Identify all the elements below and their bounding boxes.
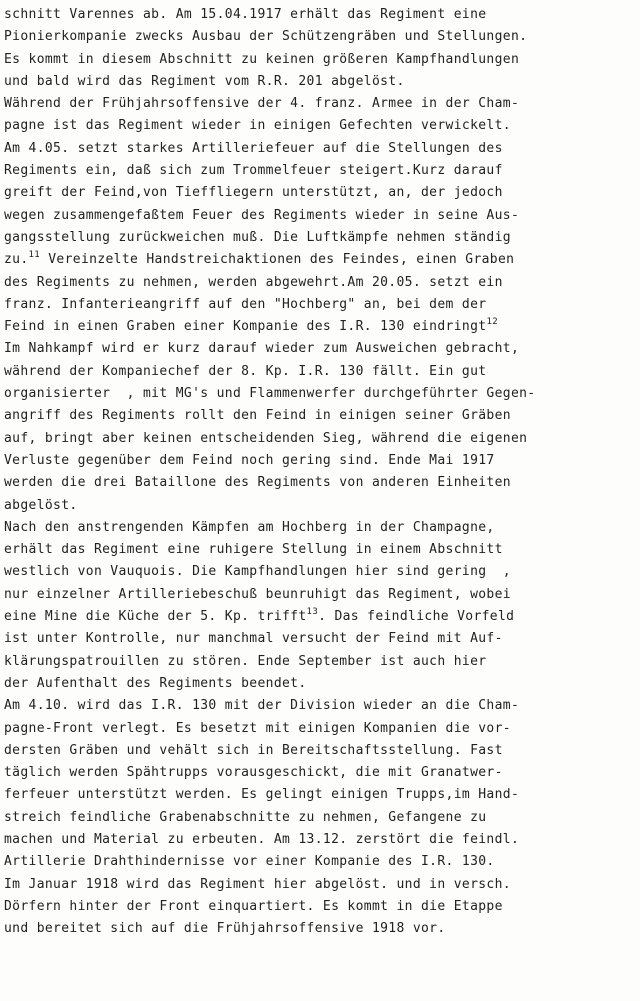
text-line: erhält das Regiment eine ruhigere Stellung in einem Abschnitt (4, 542, 503, 558)
text-line: Nach den anstrengenden Kämpfen am Hochberg in der Champagne, (4, 519, 495, 535)
text-line: Im Januar 1918 wird das Regiment hier abgelöst. und in versch. (4, 876, 511, 892)
text-line: pagne-Front verlegt. Es besetzt mit einigen Kompanien die vor- (4, 720, 511, 736)
text-line: westlich von Vauquois. Die Kampfhandlungen hier sind gering , (4, 564, 511, 580)
text-line (4, 606, 638, 628)
text-line: gangsstellung zurückweichen muß. Die Luftkämpfe nehmen ständig (4, 229, 511, 245)
text-line: wegen zusammengefaßtem Feuer des Regiments wieder in seine Aus- (4, 207, 520, 223)
text-line: pagne ist das Regiment wieder in einigen Gefechten verwickelt. (4, 118, 511, 134)
text-line: während der Kompaniechef der 8. Kp. I.R. 130 fällt. Ein gut (4, 363, 487, 379)
text-line: angriff des Regiments rollt den Feind in einigen seiner Gräben (4, 408, 511, 424)
text-line: Artillerie Drahthindernisse vor einer Kompanie des I.R. 130. (4, 854, 495, 870)
text-line: franz. Infanterieangriff auf den "Hochberg" an, bei dem der (4, 296, 487, 312)
text-line: Regiments ein, daß sich zum Trommelfeuer steigert.Kurz darauf (4, 163, 503, 179)
text-line: täglich werden Spähtrupps vorausgeschickt, die mit Granatwer- (4, 765, 503, 781)
text-line: nur einzelner Artilleriebeschuß beunruhigt das Regiment, wobei (4, 586, 511, 602)
text-line: greift der Feind,von Tieffliegern unterstützt, an, der jedoch (4, 185, 503, 201)
text-line: machen und Material zu erbeuten. Am 13.12. zerstört die feindl. (4, 831, 520, 847)
text-line: abgelöst. (4, 497, 78, 513)
text-line (4, 249, 638, 271)
text-line: dersten Gräben und vehält sich in Bereitschaftsstellung. Fast (4, 742, 503, 758)
text-segment: Vereinzelte Handstreichaktionen des Feindes, einen Graben (40, 252, 515, 268)
text-line: streich feindliche Grabenabschnitte zu nehmen, Gefangene zu (4, 809, 487, 825)
text-line: ist unter Kontrolle, nur manchmal versucht der Feind mit Auf- (4, 631, 503, 647)
text-line: Im Nahkampf wird er kurz darauf wieder zum Ausweichen gebracht, (4, 341, 520, 357)
text-line (4, 316, 638, 338)
text-line: werden die drei Bataillone des Regiments von anderen Einheiten (4, 475, 511, 491)
text-line: ferfeuer unterstützt werden. Es gelingt einigen Trupps,im Hand- (4, 787, 520, 803)
text-segment: . Das feindliche Vorfeld (318, 609, 515, 625)
text-line: schnitt Varennes ab. Am 15.04.1917 erhält das Regiment eine (4, 7, 487, 22)
text-line: klärungspatrouillen zu stören. Ende September ist auch hier (4, 653, 487, 669)
text-line: auf, bringt aber keinen entscheidenden Sieg, während die eigenen (4, 430, 528, 446)
text-segment: zu. (4, 252, 29, 268)
text-line: Dörfern hinter der Front einquartiert. Es kommt in die Etappe (4, 898, 503, 914)
text-line: Es kommt in diesem Abschnitt zu keinen größeren Kampfhandlungen (4, 51, 520, 67)
text-line: und bald wird das Regiment vom R.R. 201 abgelöst. (4, 73, 405, 89)
text-line: Während der Frühjahrsoffensive der 4. franz. Armee in der Cham- (4, 96, 520, 112)
text-line: Verluste gegenüber dem Feind noch gering sind. Ende Mai 1917 (4, 452, 495, 468)
text-line: der Aufenthalt des Regiments beendet. (4, 675, 307, 691)
text-segment: Feind in einen Graben einer Kompanie des I.R. 130 eindringt (4, 319, 487, 335)
footnote-marker: 13 (306, 607, 319, 618)
text-line: des Regiments zu nehmen, werden abgewehrt.Am 20.05. setzt ein (4, 274, 503, 290)
text-segment: eine Mine die Küche der 5. Kp. trifft (4, 609, 307, 625)
footnote-marker: 11 (28, 250, 41, 261)
footnote-marker: 12 (486, 317, 498, 328)
text-line: Am 4.10. wird das I.R. 130 mit der Division wieder an die Cham- (4, 698, 520, 714)
text-line: organisierter , mit MG's und Flammenwerfer durchgeführter Gegen- (4, 386, 536, 402)
document-body (4, 4, 638, 940)
text-line: Pionierkompanie zwecks Ausbau der Schützengräben und Stellungen. (4, 29, 528, 45)
text-line: Am 4.05. setzt starkes Artilleriefeuer auf die Stellungen des (4, 140, 503, 156)
text-line: und bereitet sich auf die Frühjahrsoffensive 1918 vor. (4, 921, 446, 937)
